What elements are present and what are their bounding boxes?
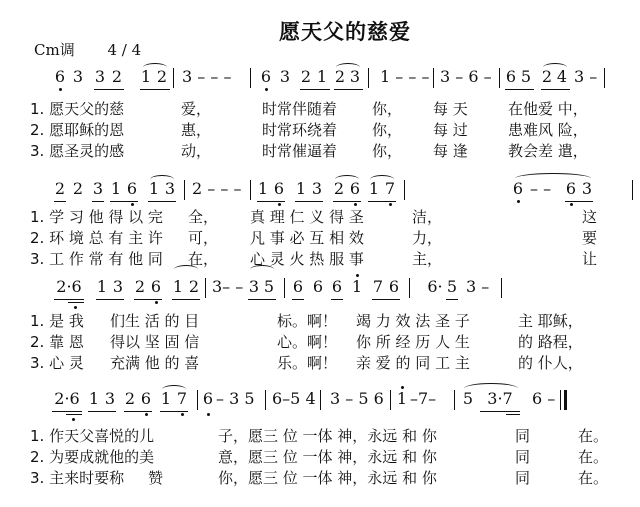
barline	[250, 68, 251, 88]
note: 3	[72, 67, 84, 86]
time-signature: 4 / 4	[107, 41, 142, 59]
barline	[173, 68, 174, 88]
note: 3	[94, 67, 106, 86]
notation-row-4: 2·6 1 3 2 6 1 7 6 – 3 5 6–5 4 3 – 5 6 1 –7– 5 3·7 6 –	[0, 389, 640, 413]
note: 1	[316, 67, 328, 86]
barline	[368, 68, 369, 88]
note: 2	[300, 67, 312, 86]
note: 4	[556, 67, 568, 86]
note: 2	[541, 67, 553, 86]
barline	[499, 68, 500, 88]
song-title: 愿天父的慈爱	[279, 20, 411, 44]
note: 5	[520, 67, 532, 86]
note: 1	[140, 67, 152, 86]
note: 6	[54, 67, 66, 87]
note: 2	[156, 67, 168, 86]
notation-row-3: 2·6 1 3 2 6 1 2 3– – 3 5 6 6 6 1 7 6 6· 5 3 –	[0, 277, 640, 301]
notation-row-1: 6 3 3 2 1 2 3 – – – 6 3 2 1 2 3 1 – – – 3 – 6 – 6 5 2 4 3 –	[0, 67, 640, 91]
note: 3	[349, 67, 361, 86]
note: 6	[260, 67, 272, 87]
barline	[604, 68, 605, 88]
note: 2	[111, 67, 123, 86]
key-signature: Cm调	[34, 41, 75, 59]
note: 6	[505, 67, 517, 86]
note: 2	[334, 67, 346, 86]
notation-row-2: 2 2 3 1 6 1 3 2 – – – 1 6 1 3 2 6 1 7 6 – – 6 3	[0, 179, 640, 203]
note: 3	[279, 67, 291, 86]
barline	[433, 68, 434, 88]
song-meta	[34, 39, 169, 60]
